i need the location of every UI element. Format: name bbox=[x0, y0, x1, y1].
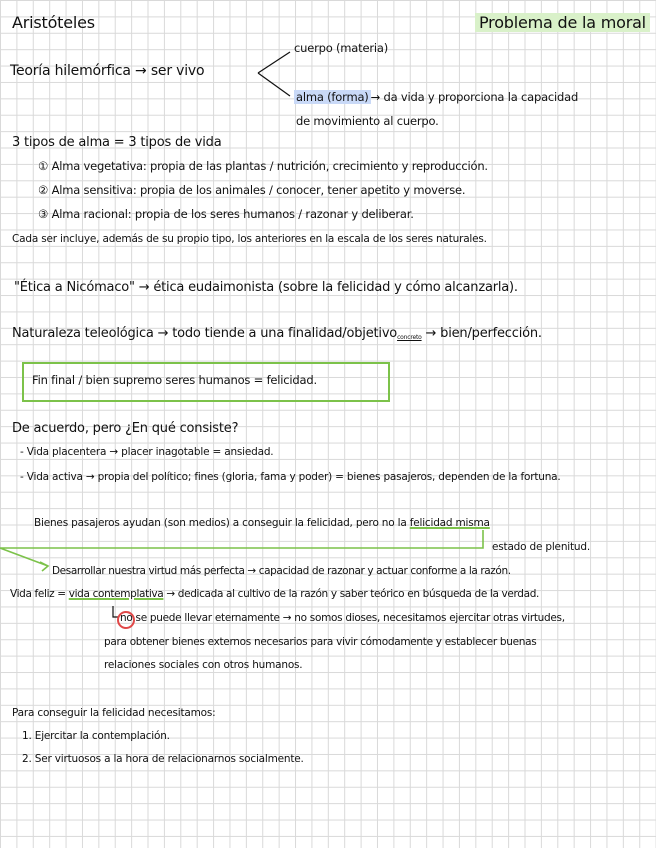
teleology-end: bien/perfección. bbox=[440, 326, 542, 341]
soul-description: → da vida y proporciona la capacidad bbox=[370, 90, 579, 104]
contemplative-life: vida contemplativa bbox=[68, 588, 164, 600]
souls-heading: 3 tipos de alma = 3 tipos de vida bbox=[12, 135, 222, 150]
teleology-main: Naturaleza teleológica → todo tiende a una finalidad/objetivo bbox=[12, 326, 398, 341]
contemplation-limit bbox=[120, 613, 565, 625]
no-word: no bbox=[120, 612, 133, 624]
contemplation-limit-text: se puede llevar eternamente → no somos dioses, necesitamos ejercitar otras virtudes, bbox=[135, 612, 565, 624]
soul-item: ② Alma sensitiva: propia de los animales / conocer, tener apetito y moverse. bbox=[38, 183, 466, 197]
happy-life-line bbox=[10, 589, 539, 601]
conclusion-heading: Para conseguir la felicidad necesitamos: bbox=[12, 707, 216, 719]
teleology-line bbox=[12, 327, 542, 342]
contemplation-cont: relaciones sociales con otros humanos. bbox=[104, 659, 303, 671]
supreme-good: Fin final / bien supremo seres humanos = felicidad. bbox=[32, 373, 317, 387]
branch-body: cuerpo (materia) bbox=[294, 41, 388, 55]
connector-arrowhead bbox=[40, 562, 48, 571]
living-being: ser vivo bbox=[150, 63, 205, 79]
conclusion-item: 1. Ejercitar la contemplación. bbox=[22, 730, 170, 742]
goods-text: Bienes pasajeros ayudan (son medios) a conseguir la felicidad, pero no la bbox=[34, 517, 407, 529]
hylomorphism-term: Teoría hilemórfica bbox=[10, 63, 131, 79]
arrow-icon: → bbox=[135, 63, 147, 79]
page-title-right-text: Problema de la moral bbox=[475, 13, 650, 32]
question-intro: De acuerdo, pero ¿En qué consiste? bbox=[12, 421, 239, 436]
plenitude-connector bbox=[0, 530, 483, 566]
soul-item: ① Alma vegetativa: propia de las plantas / nutrición, crecimiento y reproducción. bbox=[38, 159, 488, 173]
nicomaco-line: "Ética a Nicómaco" → ética eudaimonista (sobre la felicidad y cómo alcanzarla). bbox=[14, 280, 518, 295]
happy-life-label: Vida feliz = bbox=[10, 588, 66, 600]
branch-line-soul bbox=[258, 73, 290, 96]
conclusion-item: 2. Ser virtuosos a la hora de relacionarnos socialmente. bbox=[22, 753, 304, 765]
soul-item: ③ Alma racional: propia de los seres humanos / razonar y deliberar. bbox=[38, 207, 414, 221]
virtue-line: Desarrollar nuestra virtud más perfecta → capacidad de razonar y actuar conforme a la razón. bbox=[52, 565, 511, 577]
question-item: - Vida placentera → placer inagotable = ansiedad. bbox=[20, 446, 274, 458]
page-title-left: Aristóteles bbox=[12, 13, 95, 32]
question-item: - Vida activa → propia del político; fines (gloria, fama y poder) = bienes pasajeros, dependen de la fortuna. bbox=[20, 471, 561, 483]
teleology-small: concreto bbox=[397, 334, 422, 341]
happy-life-desc: → dedicada al cultivo de la razón y saber teórico en búsqueda de la verdad. bbox=[166, 588, 540, 600]
soul-description-cont: de movimiento al cuerpo. bbox=[296, 114, 439, 128]
goods-line bbox=[34, 518, 490, 530]
souls-note: Cada ser incluye, además de su propio tipo, los anteriores en la escala de los seres naturales. bbox=[12, 233, 487, 245]
branch-line-body bbox=[258, 52, 290, 73]
branch-soul: alma (forma) bbox=[296, 90, 369, 104]
branch-soul-line bbox=[294, 91, 578, 104]
arrow-icon: → bbox=[421, 326, 441, 341]
plenitude-state: estado de plenitud. bbox=[492, 541, 590, 553]
goods-underlined: felicidad misma bbox=[409, 517, 490, 529]
contemplation-cont: para obtener bienes externos necesarios para vivir cómodamente y establecer buenas bbox=[104, 636, 537, 648]
